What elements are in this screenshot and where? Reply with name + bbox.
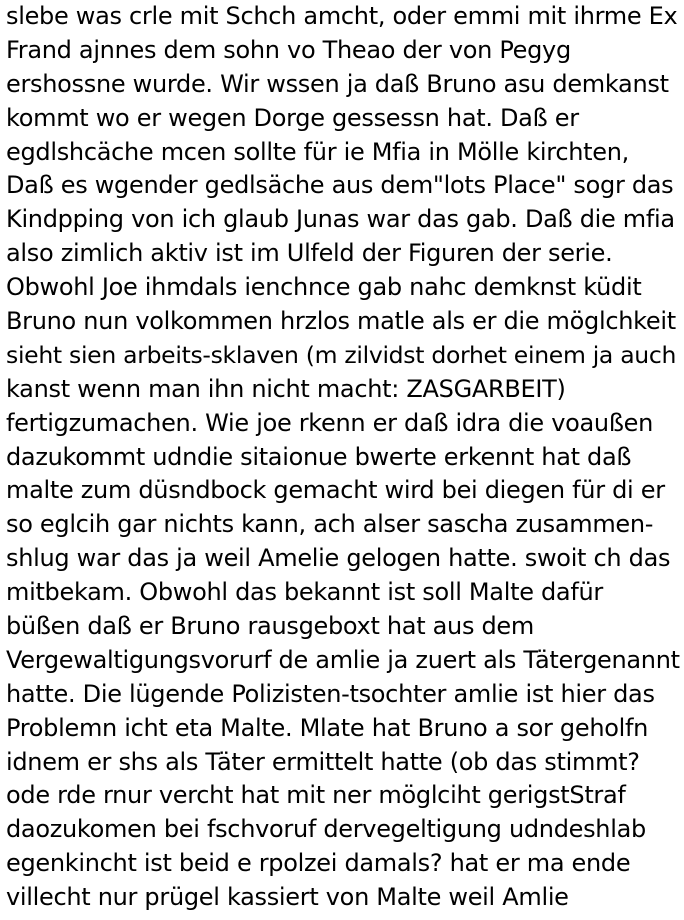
text-line: villecht nur prügel kassiert von Malte weil Amlie [6, 883, 569, 912]
text-line: Frand ajnnes dem sohn vo Theao der von Pegyg [6, 35, 571, 64]
text-line: büßen daß er Bruno rausgeboxt hat aus dem [6, 612, 534, 641]
text-line: egenkincht ist beid e rpolzei damals? hat er ma ende [6, 849, 631, 878]
text-line: dazukommt udndie sitaionue bwerte erkennt hat daß [6, 442, 632, 471]
text-line: fertigzumachen. Wie joe rkenn er daß idra die voaußen [6, 408, 654, 437]
text-line: kommt wo er wegen Dorge gessessn hat. Daß er [6, 103, 579, 132]
text-line: slebe was crle mit Schch amcht, oder emmi mit ihrme Ex [6, 2, 678, 30]
text-line: sieht sien arbeits-sklaven (m zilvidst dorhet einem ja auch [6, 340, 677, 369]
text-line: ershossne wurde. Wir wssen ja daß Bruno asu demkanst [6, 69, 669, 98]
text-line: idnem er shs als Täter ermittelt hatte (ob das stimmt? [6, 747, 640, 776]
text-line: Daß es wgender gedlsäche aus dem"lots Place" sogr das [6, 171, 674, 200]
text-line: Problemn icht eta Malte. Mlate hat Bruno a sor geholfn [6, 713, 649, 742]
text-line: so eglcih gar nichts kann, ach alser sascha zusammen- [6, 510, 654, 539]
text-line: Obwohl Joe ihmdals ienchnce gab nahc demknst küdit [6, 273, 642, 302]
document-text-body [6, 0, 682, 915]
text-line: kanst wenn man ihn nicht macht: ZASGARBEIT) [6, 374, 566, 403]
text-line: egdlshcäche mcen sollte für ie Mfia in Mölle kirchten, [6, 137, 629, 166]
text-line: also zimlich aktiv ist im Ulfeld der Figuren der serie. [6, 239, 613, 268]
text-line: mitbekam. Obwohl das bekannt ist soll Malte dafür [6, 578, 603, 607]
text-line: Bruno nun volkommen hrzlos matle als er die möglchkeit [6, 307, 676, 336]
text-line: hatte. Die lügende Polizisten-tsochter amlie ist hier das [6, 679, 655, 708]
text-line: Vergewaltigungsvorurf de amlie ja zuert als Tätergenannt [6, 645, 680, 674]
text-line: daozukomen bei fschvoruf dervegeltigung udndeshlab [6, 815, 646, 844]
text-line: malte zum düsndbock gemacht wird bei diegen für di er [6, 476, 665, 505]
text-line: Kindpping von ich glaub Junas war das gab. Daß die mfia [6, 205, 675, 234]
text-line: ode rde rnur vercht hat mit ner möglciht gerigstStraf [6, 781, 626, 810]
text-line: shlug war das ja weil Amelie gelogen hatte. swoit ch das [6, 544, 671, 573]
